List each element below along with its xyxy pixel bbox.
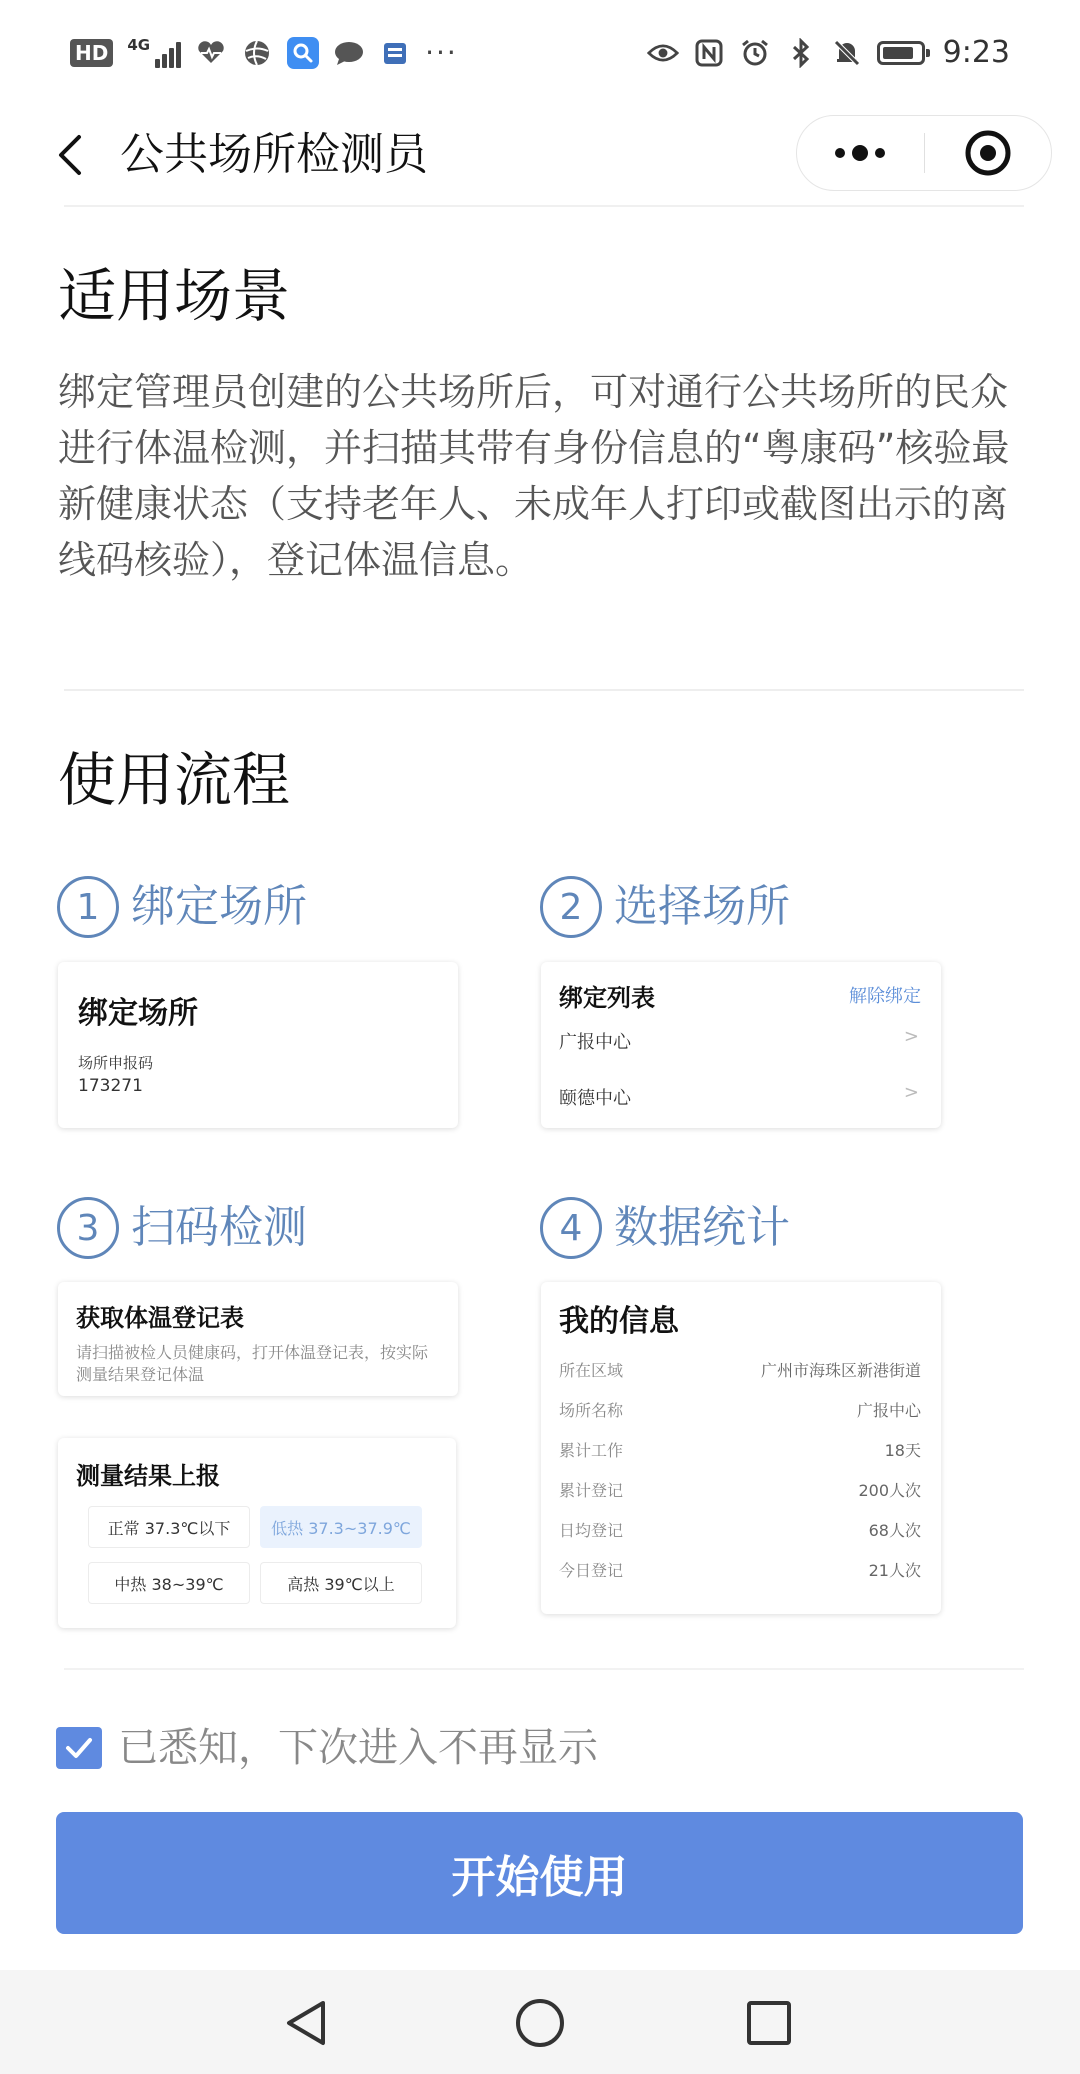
step-2-label xyxy=(540,876,790,938)
circle-home-icon xyxy=(512,1995,568,2051)
venue-code-value: 173271 xyxy=(78,1076,143,1096)
clock-time: 9:23 xyxy=(942,35,1010,70)
system-recents-button[interactable] xyxy=(734,1988,804,2058)
battery-icon xyxy=(877,41,925,65)
start-using-button[interactable]: 开始使用 xyxy=(56,1812,1023,1934)
close-miniprogram-button[interactable] xyxy=(925,116,1052,190)
result-report-title: 测量结果上报 xyxy=(76,1462,220,1490)
option-high-fever[interactable]: 高热 39℃以上 xyxy=(260,1562,422,1604)
eye-icon xyxy=(647,37,679,69)
network-type: 4G xyxy=(127,35,151,54)
chat-bubble-icon xyxy=(333,37,365,69)
chevron-right-icon: > xyxy=(903,1026,919,1047)
step-number-2: 2 xyxy=(540,876,602,938)
unbind-link[interactable]: 解除绑定 xyxy=(849,986,921,1007)
square-recents-icon xyxy=(743,1997,795,2049)
hd-badge: HD xyxy=(70,39,113,67)
system-home-button[interactable] xyxy=(505,1988,575,2058)
calendar-app-icon xyxy=(379,37,411,69)
system-back-button[interactable] xyxy=(272,1988,342,2058)
info-value: 200人次 xyxy=(858,1481,921,1500)
step-number-1: 1 xyxy=(57,876,119,938)
flow-heading: 使用流程 xyxy=(58,746,291,814)
search-app-icon xyxy=(287,37,319,69)
status-right xyxy=(647,35,1010,70)
step-3-label xyxy=(57,1197,307,1259)
miniprogram-capsule xyxy=(796,115,1052,191)
chevron-right-icon: > xyxy=(903,1082,919,1103)
step-title-1: 绑定场所 xyxy=(131,881,307,932)
chevron-left-icon xyxy=(55,133,85,177)
bind-card-title: 绑定场所 xyxy=(78,996,198,1031)
scene-heading: 适用场景 xyxy=(58,262,291,330)
info-label: 累计登记 xyxy=(559,1481,624,1500)
info-value: 广州市海珠区新港街道 xyxy=(760,1361,921,1380)
checkbox-checked[interactable] xyxy=(56,1727,102,1769)
bound-list-title: 绑定列表 xyxy=(559,984,655,1012)
info-label: 今日登记 xyxy=(559,1561,624,1580)
signal-icon xyxy=(127,35,181,68)
my-info-card xyxy=(541,1282,941,1614)
info-row-area xyxy=(559,1358,921,1381)
info-label: 日均登记 xyxy=(559,1521,624,1540)
system-navigation-bar xyxy=(0,1970,1080,2074)
info-value: 21人次 xyxy=(868,1561,921,1580)
dont-show-again-label: 已悉知，下次进入不再显示 xyxy=(118,1725,598,1771)
alarm-icon xyxy=(739,37,771,69)
navigation-bar xyxy=(0,105,1080,205)
scene-description: 绑定管理员创建的公共场所后，可对通行公共场所的民众进行体温检测，并扫描其带有身份信息的“粤康码”核验最新健康状态（支持老年人、未成年人打印或截图出示的离线码核验），登记体温信息。 xyxy=(58,370,1010,582)
more-dots-icon xyxy=(832,143,888,163)
bound-list-item-1[interactable]: 广报中心 xyxy=(559,1032,631,1053)
step-number-4: 4 xyxy=(540,1197,602,1259)
dont-show-again-checkbox[interactable] xyxy=(56,1720,598,1776)
temperature-form-card xyxy=(58,1282,458,1396)
info-value: 18天 xyxy=(884,1441,921,1460)
section-divider xyxy=(64,689,1024,691)
temperature-form-title: 获取体温登记表 xyxy=(76,1304,244,1332)
more-notifications: ··· xyxy=(425,36,458,69)
info-row-daily-avg xyxy=(559,1518,921,1541)
venue-code-label: 场所申报码 xyxy=(78,1054,154,1072)
bound-list-item-2[interactable]: 颐德中心 xyxy=(559,1088,631,1109)
info-label: 所在区域 xyxy=(559,1361,624,1380)
info-label: 累计工作 xyxy=(559,1441,624,1460)
heartbeat-icon xyxy=(195,37,227,69)
result-report-card xyxy=(58,1438,456,1628)
check-icon xyxy=(64,1736,94,1760)
step-title-2: 选择场所 xyxy=(614,881,790,932)
step-title-3: 扫码检测 xyxy=(131,1202,307,1253)
triangle-back-icon xyxy=(281,1997,333,2049)
back-button[interactable] xyxy=(40,125,100,185)
bluetooth-icon xyxy=(785,37,817,69)
nav-divider xyxy=(64,205,1024,207)
step-title-4: 数据统计 xyxy=(614,1202,790,1253)
globe-icon xyxy=(241,37,273,69)
footer-divider xyxy=(64,1668,1024,1670)
info-row-total xyxy=(559,1478,921,1501)
step-1-label xyxy=(57,876,307,938)
info-value: 广报中心 xyxy=(856,1401,921,1420)
status-left xyxy=(70,36,458,69)
more-menu-button[interactable] xyxy=(797,116,924,190)
temperature-form-desc: 请扫描被检人员健康码，打开体温登记表，按实际测量结果登记体温 xyxy=(76,1343,429,1384)
nfc-icon xyxy=(693,37,725,69)
step-4-label xyxy=(540,1197,790,1259)
target-circle-icon xyxy=(963,128,1013,178)
option-mid-fever[interactable]: 中热 38~39℃ xyxy=(88,1562,250,1604)
option-normal[interactable]: 正常 37.3℃以下 xyxy=(88,1506,250,1548)
status-bar xyxy=(0,0,1080,105)
info-label: 场所名称 xyxy=(559,1401,624,1420)
option-low-fever[interactable]: 低热 37.3~37.9℃ xyxy=(260,1506,422,1548)
step-number-3: 3 xyxy=(57,1197,119,1259)
my-info-title: 我的信息 xyxy=(559,1304,679,1339)
battery-level xyxy=(883,47,914,59)
bound-list-card xyxy=(541,962,941,1128)
page-title: 公共场所检测员 xyxy=(120,129,428,180)
bell-muted-icon xyxy=(831,37,863,69)
info-row-venue xyxy=(559,1398,921,1421)
info-row-today xyxy=(559,1558,921,1581)
info-row-workdays xyxy=(559,1438,921,1461)
bind-venue-card xyxy=(58,962,458,1128)
info-value: 68人次 xyxy=(868,1521,921,1540)
